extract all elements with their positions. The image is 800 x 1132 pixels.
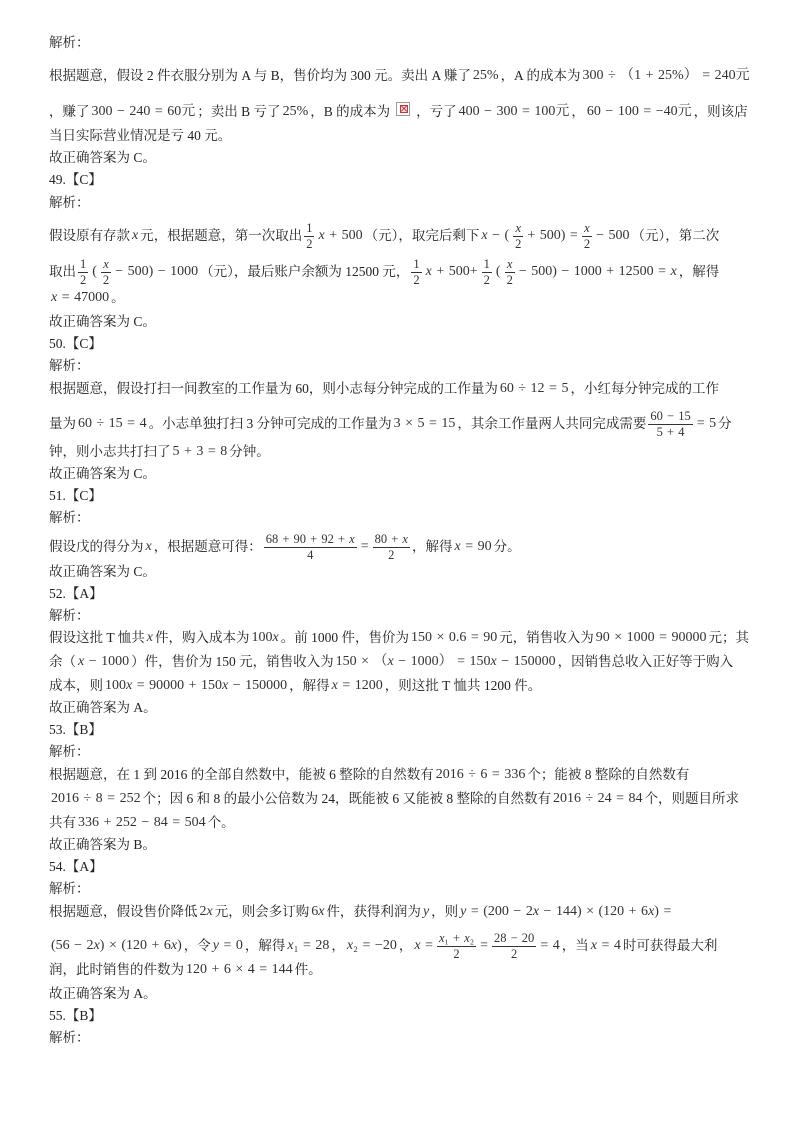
question-number: 54.【A】 [49, 859, 103, 874]
text-run: ，解得 [678, 264, 720, 279]
text-run: 成本，则 [49, 678, 103, 693]
math-expression: x = 1200 [331, 678, 383, 693]
math-variable: x [126, 678, 133, 693]
fraction [492, 932, 536, 961]
text-run: 个。 [207, 815, 235, 830]
math-expression: x₁ = 28 [287, 938, 330, 953]
text-run: ，解得 [289, 678, 330, 693]
text-run: ，则这批 T 恤共 1200 件。 [384, 678, 542, 693]
math-variable: x [170, 938, 178, 953]
fraction-denominator: 2 [515, 236, 522, 251]
text-run: 共有 [49, 815, 76, 830]
text-line [49, 531, 521, 562]
math-variable: x [590, 938, 597, 953]
math-expression: = 4 [540, 938, 560, 953]
math-variable: x [318, 904, 325, 919]
math-expression: 2016 ÷ 6 = 336 [435, 767, 526, 782]
math-expression: 336 + 252 − 84 = 504 [78, 815, 206, 830]
text-run: 件。 [294, 962, 322, 977]
math-variable: y [460, 904, 467, 919]
math-variable: x [346, 938, 354, 953]
fraction-denominator: 2 [583, 236, 591, 251]
math-expression: 3 × 5 = 15 [393, 416, 456, 431]
math-expression [130, 226, 140, 246]
math-expression: 120 + 6 × 4 = 144 [186, 962, 293, 977]
text-run: 假设戊的得分为 [49, 539, 144, 554]
math-variable: x [51, 290, 58, 305]
math-expression: 100x = 90000 + 150x − 150000 [105, 678, 288, 693]
math-variable: x [146, 630, 153, 645]
text-run: 分钟。 [229, 444, 270, 459]
text-run: 件，获得利润为 [326, 904, 421, 919]
math-variable: x [93, 938, 100, 953]
math-variable: x [103, 256, 109, 271]
math-variable: x [584, 220, 590, 235]
text-line [49, 220, 720, 251]
fraction-numerator [582, 222, 592, 237]
fraction-denominator: 4 [307, 547, 314, 562]
text-line [49, 102, 748, 122]
text-run: ，则 [431, 904, 459, 919]
text-run: 钟，则小志共打扫了 [49, 444, 171, 459]
fraction-denominator: 2 [453, 946, 460, 961]
text-run: 时可获得最大利 [622, 938, 718, 953]
fraction [648, 410, 692, 439]
text-line [49, 628, 749, 648]
text-run: 取出 [49, 264, 76, 279]
text-run: ，则该店 [693, 104, 748, 119]
fraction-numerator: x₁ + x₂ [438, 930, 475, 945]
math-variable: x [206, 904, 213, 919]
math-expression: x₂ = −20 [346, 938, 397, 953]
text-run: 假设这批 T 恤共 [49, 630, 145, 645]
analysis-label: 解析： [49, 510, 90, 525]
math-variable: x [648, 904, 655, 919]
text-run: 根据题意，在 1 到 2016 的全部自然数中，能被 6 整除的自然数有 [49, 767, 434, 782]
fraction-numerator: 1 [80, 256, 87, 271]
text-run: ，根据题意可得： [153, 539, 262, 554]
fraction [582, 222, 592, 251]
text-run: ，B 的成本为 [310, 104, 391, 119]
text-line [49, 442, 270, 462]
text-line [49, 676, 541, 696]
text-run: ，因销售总收入正好等于购入 [557, 654, 734, 669]
math-variable: x [145, 539, 152, 554]
text-run: （元），取完后剩下 [364, 228, 480, 243]
math-variable: x [387, 654, 394, 669]
answer-line: 故正确答案为 A。 [49, 700, 157, 715]
fraction [437, 932, 476, 961]
fraction-denominator: 2 [506, 272, 513, 287]
math-variable: x [425, 264, 432, 279]
math-expression: y = 0 [212, 938, 243, 953]
math-variable: x [318, 228, 325, 243]
text-run: 。前 1000 件，售价为 [280, 630, 409, 645]
fraction [264, 533, 357, 562]
math-expression [421, 902, 431, 922]
analysis-label: 解析： [49, 608, 90, 623]
math-expression: 2016 ÷ 24 = 84 [552, 791, 643, 806]
math-expression: 300 − 240 = 60元 [91, 104, 196, 119]
answer-line: 故正确答案为 A。 [49, 986, 157, 1001]
fraction [78, 258, 88, 287]
math-expression: 400 − 300 = 100元 [458, 104, 570, 119]
broken-image-icon [396, 102, 410, 116]
text-run: ，令 [183, 938, 211, 953]
fraction [505, 258, 515, 287]
question-number: 49.【C】 [49, 172, 102, 187]
text-run: ，解得 [244, 938, 286, 953]
fraction-denominator: 2 [388, 547, 395, 562]
text-run: ，其余工作量两人共同完成需要 [457, 416, 647, 431]
text-run: 根据题意，假设售价降低 [49, 904, 198, 919]
math-expression [144, 537, 154, 557]
math-variable: x [349, 531, 355, 546]
fraction [513, 222, 523, 251]
math-expression: = 5 [696, 416, 717, 431]
question-number: 50.【C】 [49, 336, 102, 351]
text-run: ，解得 [411, 539, 453, 554]
text-run: 元；其 [708, 630, 750, 645]
math-expression: ( [92, 264, 97, 279]
text-run: ，亏了 [416, 104, 457, 119]
fraction-numerator: 68 + 90 + 92 + x [265, 531, 355, 546]
math-variable: x [438, 930, 445, 945]
fraction [373, 533, 410, 562]
text-run: 根据题意，假设打扫一间教室的工作量为 60，则小志每分钟完成的工作量为 [49, 381, 498, 396]
math-variable: y [422, 904, 430, 919]
text-line [49, 930, 718, 961]
math-expression: ( [495, 264, 501, 279]
fraction-numerator: 1 [306, 220, 313, 235]
analysis-label: 解析： [49, 744, 90, 759]
fraction [411, 258, 421, 287]
text-line [49, 408, 732, 439]
text-run: 元，销售收入为 [499, 630, 594, 645]
math-variable: x [454, 539, 461, 554]
math-variable: x [287, 938, 294, 953]
answer-line: 故正确答案为 B。 [49, 837, 156, 852]
question-number: 53.【B】 [49, 722, 102, 737]
math-variable: x [414, 938, 421, 953]
math-expression: y = (200 − 2x − 144) × (120 + 6x) = [460, 904, 672, 919]
analysis-label: 解析： [49, 1030, 90, 1045]
text-line [49, 960, 322, 980]
text-run: 元，根据题意，第一次取出 [140, 228, 303, 243]
math-expression: x − 1000 [78, 654, 130, 669]
text-line [49, 813, 235, 833]
fraction-denominator: 2 [511, 946, 518, 961]
math-expression: 90 × 1000 = 90000 [595, 630, 707, 645]
math-expression: 6x [311, 904, 325, 919]
text-line [49, 652, 733, 672]
text-line [49, 789, 739, 809]
fraction [482, 258, 492, 287]
answer-line: 故正确答案为 C。 [49, 150, 156, 165]
text-run: 余（ [49, 654, 76, 669]
fraction-denominator: 2 [80, 272, 87, 287]
text-line [49, 379, 719, 399]
math-expression: − 500) − 1000 [115, 264, 199, 279]
math-expression: − 500 [596, 228, 630, 243]
answer-line: 故正确答案为 C。 [49, 314, 156, 329]
math-expression: = [480, 938, 488, 953]
text-run: 假设原有存款 [49, 228, 130, 243]
fraction-numerator: 1 [483, 256, 490, 271]
math-expression: 25% [472, 68, 499, 83]
text-line [49, 256, 720, 287]
math-expression: 60 − 100 = −40元 [586, 104, 692, 119]
fraction-denominator: 2 [483, 272, 490, 287]
math-expression: + 500) = [527, 228, 578, 243]
math-expression: 2x [199, 904, 213, 919]
fraction [101, 258, 111, 287]
math-expression: 5 + 3 = 8 [172, 444, 228, 459]
text-run: ；卖出 B 亏了 [197, 104, 281, 119]
math-expression: x − ( [481, 228, 510, 243]
text-line [49, 902, 673, 922]
math-variable: x [272, 630, 279, 645]
fraction-numerator [101, 258, 111, 273]
math-variable: x [532, 904, 540, 919]
analysis-label: 解析： [49, 195, 90, 210]
math-expression: (56 − 2x) × (120 + 6x) [51, 938, 182, 953]
text-run: ，A 的成本为 [500, 68, 581, 83]
text-run: 个；因 6 和 8 的最小公倍数为 24，既能被 6 又能被 8 整除的自然数有 [142, 791, 551, 806]
math-variable: x [331, 678, 338, 693]
text-run: ， [398, 938, 413, 953]
math-expression: x + 500 [318, 228, 363, 243]
math-expression: 60 ÷ 15 = 4 [78, 416, 147, 431]
question-number: 51.【C】 [49, 488, 102, 503]
analysis-label: 解析： [49, 881, 90, 896]
math-expression: 150 × （x − 1000） = 150x − 150000 [335, 654, 556, 669]
math-expression: 150 × 0.6 = 90 [410, 630, 498, 645]
fraction-denominator: 5 + 4 [656, 424, 685, 439]
fraction-denominator: 2 [413, 272, 420, 287]
math-variable: x [506, 256, 513, 271]
math-expression [145, 628, 155, 648]
math-variable: x [464, 930, 470, 945]
text-run: ， [331, 938, 345, 953]
math-expression: 100x [251, 630, 279, 645]
text-run: （元），第二次 [631, 228, 720, 243]
text-run: ，小红每分钟完成的工作 [570, 381, 719, 396]
fraction-numerator: 28 − 20 [494, 930, 535, 945]
text-run: 个；能被 8 整除的自然数有 [527, 767, 690, 782]
analysis-label: 解析： [49, 35, 90, 50]
text-run: 分。 [493, 539, 521, 554]
text-run: ）件，售价为 150 元，销售收入为 [131, 654, 334, 669]
math-variable: x [515, 220, 522, 235]
answer-line: 故正确答案为 C。 [49, 466, 156, 481]
math-variable: x [402, 531, 408, 546]
text-run: 元，则会多订购 [214, 904, 310, 919]
math-variable: x [132, 228, 139, 243]
text-run: ，当 [561, 938, 589, 953]
text-line [49, 765, 689, 785]
math-expression: x + 500+ [425, 264, 478, 279]
text-run: ， [571, 104, 585, 119]
math-expression: x = 47000 [51, 290, 110, 305]
fraction-numerator: 1 [413, 256, 420, 271]
math-expression: 60 ÷ 12 = 5 [499, 381, 569, 396]
text-run: 。 [111, 290, 125, 305]
text-run: 。小志单独打扫 3 分钟可完成的工作量为 [148, 416, 392, 431]
text-run: ，赚了 [49, 104, 90, 119]
fraction-numerator: 80 + x [374, 531, 408, 546]
fraction-denominator: 2 [306, 236, 313, 251]
math-variable: x [481, 228, 488, 243]
text-run: 根据题意，假设 2 件衣服分别为 A 与 B，售价均为 300 元。卖出 A 赚了 [49, 68, 471, 83]
fraction-numerator [513, 222, 523, 237]
fraction-numerator [505, 258, 515, 273]
text-run: 分 [718, 416, 732, 431]
text-line [49, 288, 125, 308]
math-expression: 25% [282, 104, 309, 119]
fraction [304, 222, 314, 251]
text-line: 当日实际营业情况是亏 40 元。 [49, 128, 232, 143]
answer-line: 故正确答案为 C。 [49, 564, 156, 579]
text-run: （元），最后账户余额为 12500 元， [200, 264, 410, 279]
math-expression: x = 4 [590, 938, 621, 953]
text-run: 润，此时销售的件数为 [49, 962, 184, 977]
analysis-label: 解析： [49, 358, 90, 373]
math-expression: x = 90 [454, 539, 492, 554]
math-expression: x = [414, 938, 433, 953]
math-expression: 300 ÷ （1 + 25%） = 240元 [582, 68, 750, 83]
text-run: 个，则题目所求 [644, 791, 740, 806]
question-number: 52.【A】 [49, 586, 103, 601]
text-run: 件，购入成本为 [154, 630, 250, 645]
math-variable: x [490, 654, 497, 669]
fraction-denominator: 2 [102, 272, 110, 287]
math-expression: = [360, 539, 369, 554]
math-variable: x [78, 654, 85, 669]
question-number: 55.【B】 [49, 1008, 102, 1023]
text-line [49, 66, 752, 86]
text-run: 量为 [49, 416, 76, 431]
math-expression: 2016 ÷ 8 = 252 [51, 791, 141, 806]
math-variable: x [670, 264, 677, 279]
fraction-numerator: 60 − 15 [650, 408, 691, 423]
math-variable: y [212, 938, 220, 953]
math-variable: x [222, 678, 229, 693]
math-expression: − 500) − 1000 + 12500 = x [518, 264, 677, 279]
broken-image-mark [400, 105, 408, 113]
